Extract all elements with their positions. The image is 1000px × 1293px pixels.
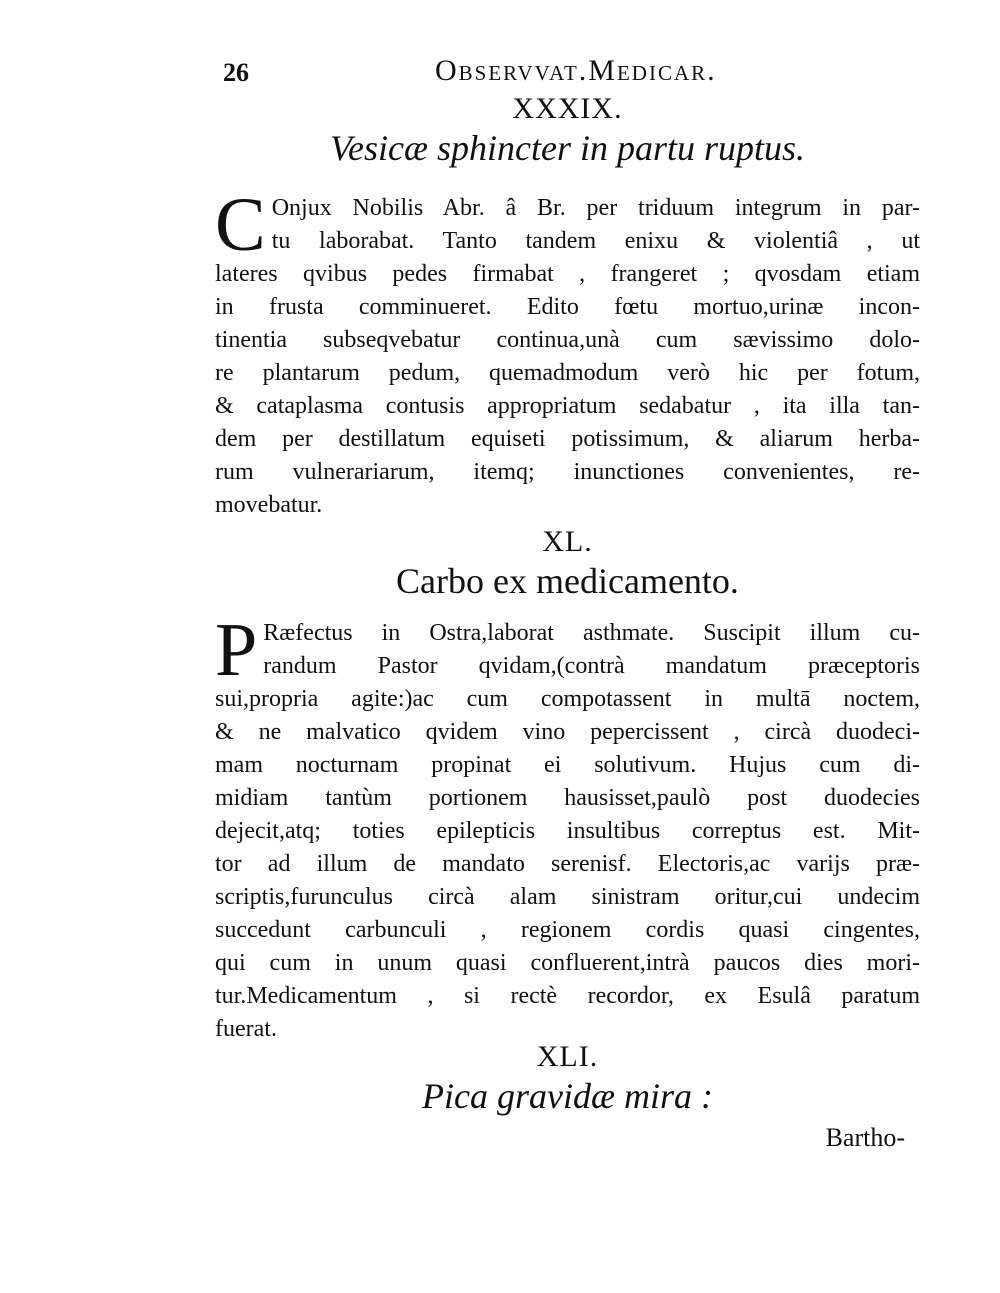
text-line: & cataplasma contusis appropriatum sedabatur , ita illa tan- <box>215 393 920 419</box>
drop-cap: C <box>215 183 266 267</box>
text-line: midiam tantùm portionem hausisset,paulò post duodecies <box>215 785 920 811</box>
drop-cap: P <box>215 608 258 692</box>
page-number: 26 <box>223 58 249 87</box>
section-title: Vesicæ sphincter in partu ruptus. <box>330 128 805 168</box>
section-numeral: XLI. <box>536 1040 599 1073</box>
text-line: movebatur. <box>215 492 323 518</box>
section-body <box>215 608 920 1046</box>
observation-xxxix <box>215 92 920 522</box>
text-line: dem per destillatum equiseti potissimum, & aliarum herba- <box>215 426 920 452</box>
text-line: tor ad illum de mandato serenisf. Electoris,ac varijs præ- <box>215 851 920 877</box>
text-line: scriptis,furunculus circà alam sinistram oritur,cui undecim <box>215 884 920 910</box>
text-line: rum vulnerariarum, itemq; inunctiones convenientes, re- <box>215 459 920 485</box>
text-line: sui,propria agite:)ac cum compotassent in multā noctem, <box>215 686 920 712</box>
running-head: Observvat.Medicar. <box>435 54 717 87</box>
text-line: qui cum in unum quasi confluerent,intrà paucos dies mori- <box>215 950 920 976</box>
observation-xl <box>215 525 920 1046</box>
observation-xli <box>215 1040 920 1118</box>
text-line: dejecit,atq; toties epilepticis insultibus correptus est. Mit- <box>215 818 920 844</box>
text-line: tur.Medicamentum , si rectè recordor, ex Esulâ paratum <box>215 983 920 1009</box>
section-title: Pica gravidæ mira : <box>422 1076 713 1116</box>
text-line: mam nocturnam propinat ei solutivum. Hujus cum di- <box>215 752 920 778</box>
catchword: Bartho- <box>825 1123 905 1152</box>
text-line: succedunt carbunculi , regionem cordis quasi cingentes, <box>215 917 920 943</box>
text-line: & ne malvatico qvidem vino pepercissent , circà duodeci- <box>215 719 920 745</box>
text-line: randum Pastor qvidam,(contrà mandatum præceptoris <box>263 653 920 679</box>
section-title: Carbo ex medicamento. <box>396 561 739 601</box>
section-body <box>215 183 920 522</box>
text-line: Ræfectus in Ostra,laborat asthmate. Suscipit illum cu- <box>263 620 920 646</box>
text-line: in frusta comminueret. Edito fœtu mortuo,urinæ incon- <box>215 294 920 320</box>
text-line: Onjux Nobilis Abr. â Br. per triduum integrum in par- <box>271 195 920 221</box>
page-header <box>215 50 915 90</box>
text-line: re plantarum pedum, quemadmodum verò hic per fotum, <box>215 360 920 386</box>
text-line: lateres qvibus pedes firmabat , frangeret ; qvosdam etiam <box>215 261 920 287</box>
text-line: tu laborabat. Tanto tandem enixu & violentiâ , ut <box>271 228 920 254</box>
text-line: fuerat. <box>215 1016 277 1042</box>
text-line: tinentia subseqvebatur continua,unà cum sævissimo dolo- <box>215 327 920 353</box>
section-numeral: XXXIX. <box>512 92 623 125</box>
section-numeral: XL. <box>542 525 593 558</box>
